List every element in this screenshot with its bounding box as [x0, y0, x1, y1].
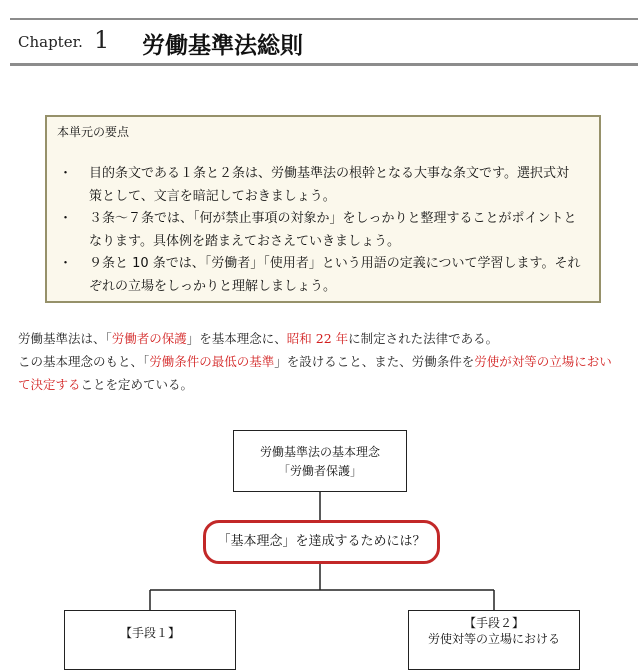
emphasis-text: 労働条件の最低の基準 [149, 354, 275, 369]
key-point-line: ぞれの立場をしっかりと理解しましょう。 [89, 278, 337, 294]
intro-text: 」を基本理念に、 [186, 331, 287, 346]
diagram-principle-line: 労働基準法の基本理念 [259, 445, 380, 459]
key-point-line: 策として、文言を暗記しておきましょう。 [89, 188, 336, 204]
diagram-question-text: 「基本理念」を達成するためには？ [217, 534, 426, 549]
diagram-means-2-box [408, 610, 580, 670]
chapter-title: 労働基準法総則 [142, 33, 303, 59]
bullet-marker: ・ [59, 256, 73, 271]
key-point-line: ３条～７条では、「何が禁止事項の対象か」をしっかりと整理することがポイントと [89, 211, 577, 226]
intro-text: 」を設けること、また、労働条件を [274, 354, 475, 369]
bullet-marker: ・ [59, 166, 73, 181]
intro-text: に制定された法律である。 [348, 331, 499, 346]
intro-text: ことを定めている。 [80, 377, 194, 392]
chapter-label: Chapter. [18, 33, 83, 51]
diagram-question-oval [203, 520, 440, 564]
diagram-principle-box [233, 430, 407, 492]
diagram-means-2-text: 労使対等の立場における [427, 632, 560, 646]
diagram-means-1-box [64, 610, 236, 670]
emphasis-text: 労使が対等の立場において決定する [18, 354, 612, 392]
diagram-means-2-label: 【手段２】 [463, 616, 524, 630]
chapter-number: 1 [94, 26, 110, 54]
key-points-heading: 本単元の要点 [57, 125, 130, 139]
diagram-principle-line: 「労働者保護」 [277, 464, 362, 478]
key-point-line: ９条と 10 条では、「労働者」「使用者」という用語の定義について学習します。それ [89, 256, 581, 271]
emphasis-text: 昭和 22 年 [286, 331, 349, 346]
intro-text: この基本理念のもと、「 [18, 354, 150, 369]
key-point-line: なります。具体例を踏まえておさえていきましょう。 [89, 233, 400, 249]
bullet-marker: ・ [59, 211, 73, 226]
emphasis-text: 労働者の保護 [111, 331, 187, 346]
key-point-line: 目的条文である１条と２条は、労働基準法の根幹となる大事な条文です。選択式対 [89, 166, 569, 181]
diagram-means-1-label: 【手段１】 [119, 626, 180, 640]
intro-text: 労働基準法は、「 [18, 331, 112, 346]
